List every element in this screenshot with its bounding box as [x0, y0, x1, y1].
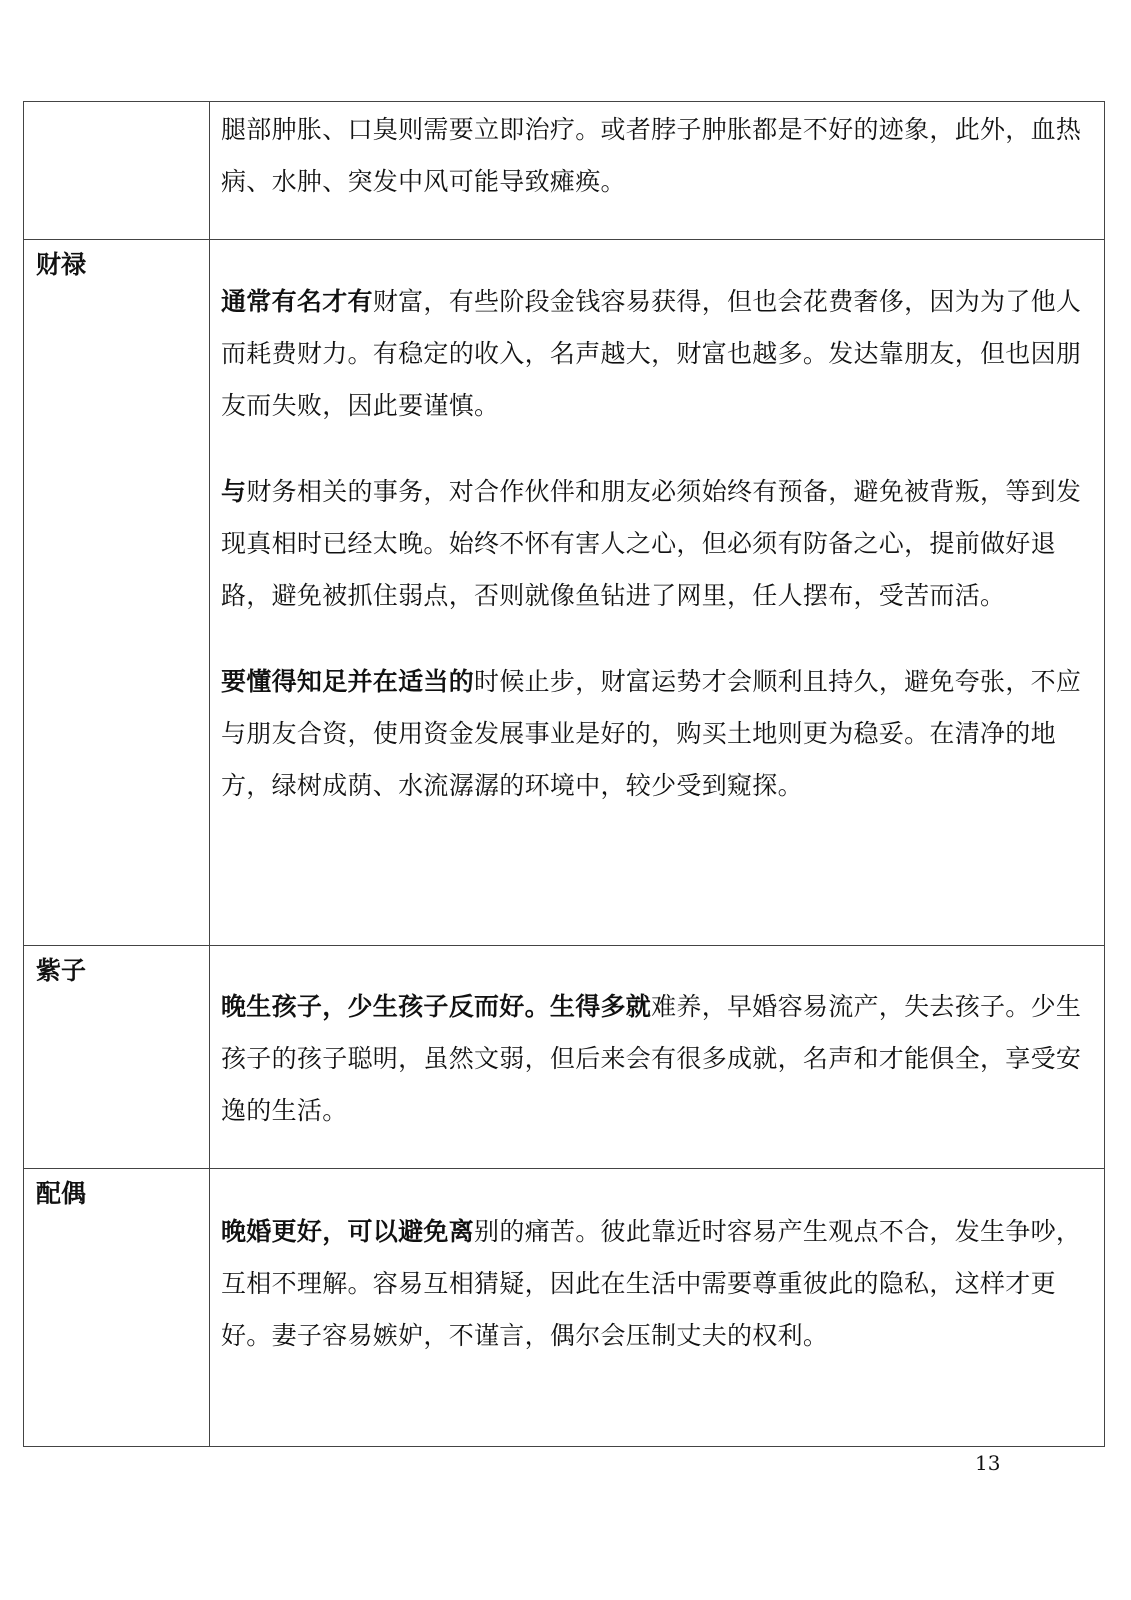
table-row	[24, 946, 1105, 1169]
label-cell	[24, 240, 210, 946]
paragraph-text: 财富，有些阶段金钱容易获得，但也会花费奢侈，因为为了他人而耗费财力。有稳定的收入，名声越大，财富也越多。发达靠朋友，但也因朋友而失败，因此要谨慎。	[221, 287, 1082, 420]
page-number: 13	[975, 1451, 1001, 1475]
label-cell	[24, 1169, 210, 1447]
paragraph	[221, 104, 1084, 208]
content-cell	[210, 102, 1105, 240]
row-label: 紫子	[36, 956, 87, 985]
paragraph-bold-lead: 晚婚更好，可以避免离	[221, 1217, 475, 1246]
table-row	[24, 102, 1105, 240]
row-label: 财禄	[36, 250, 87, 279]
paragraph-bold-lead: 通常有名才有	[221, 287, 373, 316]
paragraph-text: 难养，早婚容易流产，失去孩子。少生孩子的孩子聪明，虽然文弱，但后来会有很多成就，名声和才能俱全，享受安逸的生活。	[221, 992, 1082, 1125]
paragraph	[221, 1206, 1084, 1362]
paragraph-bold-lead: 与	[221, 477, 247, 506]
paragraph-text: 财务相关的事务，对合作伙伴和朋友必须始终有预备，避免被背叛，等到发现真相时已经太晚。始终不怀有害人之心，但必须有防备之心，提前做好退路，避免被抓住弱点，否则就像鱼钻进了网里，任人摆布，受苦而活。	[221, 477, 1082, 610]
label-cell	[24, 102, 210, 240]
paragraph	[221, 981, 1084, 1137]
label-cell	[24, 946, 210, 1169]
paragraph	[221, 656, 1084, 812]
paragraph-text: 别的痛苦。彼此靠近时容易产生观点不合，发生争吵，互相不理解。容易互相猜疑，因此在生活中需要尊重彼此的隐私，这样才更好。妻子容易嫉妒，不谨言，偶尔会压制丈夫的权利。	[221, 1217, 1082, 1350]
paragraph-bold-lead: 晚生孩子，少生孩子反而好。生得多就	[221, 992, 652, 1021]
content-cell	[210, 240, 1105, 946]
row-label	[24, 102, 209, 112]
paragraph-text: 腿部肿胀、口臭则需要立即治疗。或者脖子肿胀都是不好的迹象，此外，血热病、水肿、突发中风可能导致瘫痪。	[221, 115, 1082, 196]
table-row	[24, 240, 1105, 946]
paragraph	[221, 276, 1084, 432]
paragraph	[221, 466, 1084, 622]
content-cell	[210, 1169, 1105, 1447]
paragraph-text: 时候止步，财富运势才会顺利且持久，避免夸张，不应与朋友合资，使用资金发展事业是好的，购买土地则更为稳妥。在清净的地方，绿树成荫、水流潺潺的环境中，较少受到窥探。	[221, 667, 1082, 800]
content-table	[23, 101, 1105, 1447]
row-label: 配偶	[36, 1179, 87, 1208]
content-cell	[210, 946, 1105, 1169]
table-row	[24, 1169, 1105, 1447]
paragraph-bold-lead: 要懂得知足并在适当的	[221, 667, 475, 696]
